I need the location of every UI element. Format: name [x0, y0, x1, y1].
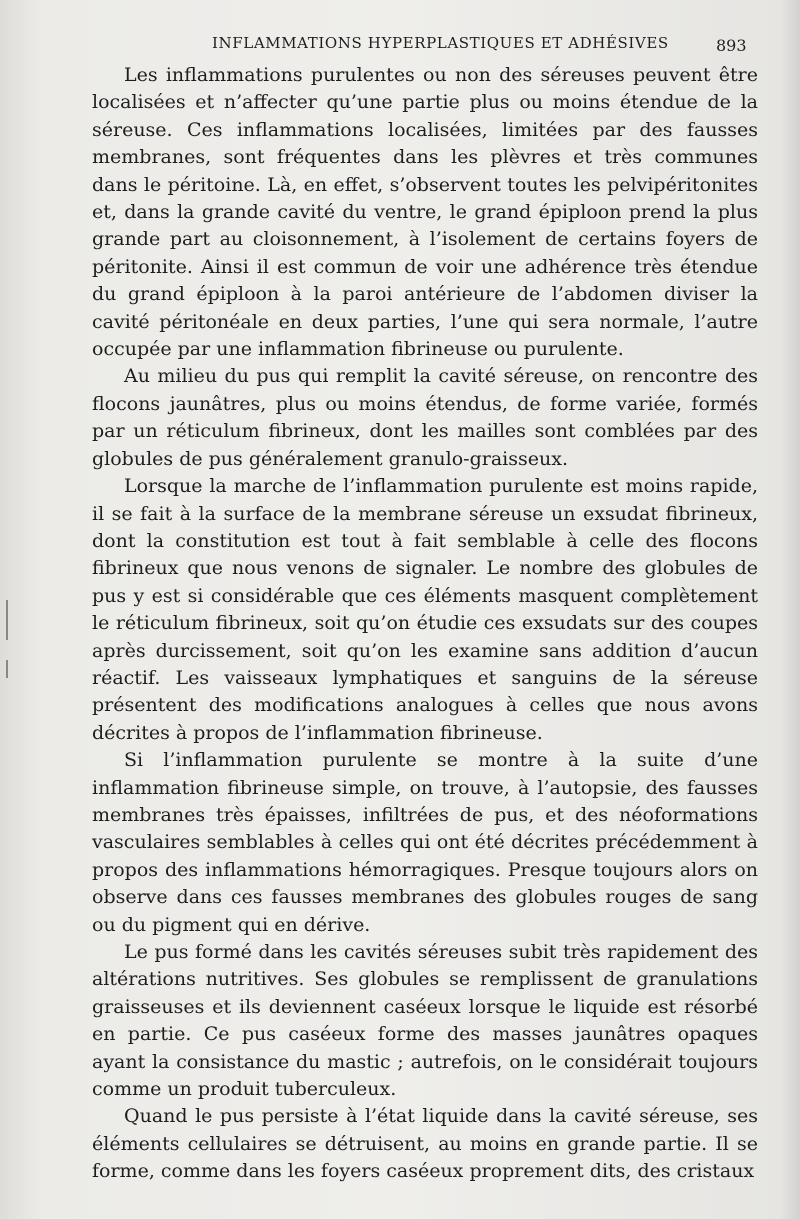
body-text — [92, 62, 758, 1186]
margin-mark — [6, 600, 8, 640]
paragraph: Si l’inflammation purulente se montre à la suite d’une inflammation fibrineuse simple, on trouve, à l’autopsie, des fausses membranes très épaisses, infiltrées de pus, et des néoformations vasculaires semblables à celles qui ont été décrites précédemment à propos des inflammations hémorragiques. Presque toujours alors on observe dans ces fausses membranes des globules rouges de sang ou du pigment qui en dérive. — [92, 749, 758, 936]
paragraph: Au milieu du pus qui remplit la cavité séreuse, on rencontre des flocons jaunâtres, plus ou moins étendus, de forme variée, formés par un réticulum fibrineux, dont les mailles sont comblées par des globules de pus généralement granulo-graisseux. — [92, 365, 758, 470]
margin-mark — [6, 660, 8, 678]
running-title: INFLAMMATIONS HYPERPLASTIQUES ET ADHÉSIVES — [212, 34, 669, 52]
paragraph: Lorsque la marche de l’inflammation purulente est moins rapide, il se fait à la surface de la membrane séreuse un exsudat fibrineux, dont la constitution est tout à fait semblable à celle des flocons fibrineux que nous venons de signaler. Le nombre des globules de pus y est si considérable que ces éléments masquent complètement le réticulum fibrineux, soit qu’on étudie ces exsudats sur des coupes après durcissement, soit qu’on les examine sans addition d’aucun réactif. Les vaisseaux lymphatiques et sanguins de la séreuse présentent des modifications analogues à celles que nous avons décrites à propos de l’inflammation fibrineuse. — [92, 475, 758, 744]
paragraph: Les inflammations purulentes ou non des séreuses peuvent être localisées et n’affecter qu’une partie plus ou moins étendue de la séreuse. Ces inflammations localisées, limitées par des fausses membranes, sont fréquentes dans les plèvres et très communes dans le péritoine. Là, en effet, s’observent toutes les pelvipéritonites et, dans la grande cavité du ventre, le grand épiploon prend la plus grande part au cloisonnement, à l’isolement de certains foyers de péritonite. Ainsi il est commun de voir une adhérence très étendue du grand épiploon à la paroi antérieure de l’abdomen diviser la cavité péritonéale en deux parties, l’une qui sera normale, l’autre occupée par une inflammation fibrineuse ou purulente. — [92, 64, 758, 361]
paragraph: Quand le pus persiste à l’état liquide dans la cavité séreuse, ses éléments cellulaires se détruisent, au moins en grande partie. Il se forme, comme dans les foyers caséeux proprement dits, des cristaux — [92, 1105, 758, 1183]
page-number: 893 — [716, 36, 747, 55]
page-header — [0, 28, 800, 60]
paragraph: Le pus formé dans les cavités séreuses subit très rapidement des altérations nutritives. Ses globules se remplissent de granulations graisseuses et ils deviennent caséeux lorsque le liquide est résorbé en partie. Ce pus caséeux forme des masses jaunâtres opaques ayant la consistance du mastic ; autrefois, on le considérait toujours comme un produit tuberculeux. — [92, 941, 758, 1101]
